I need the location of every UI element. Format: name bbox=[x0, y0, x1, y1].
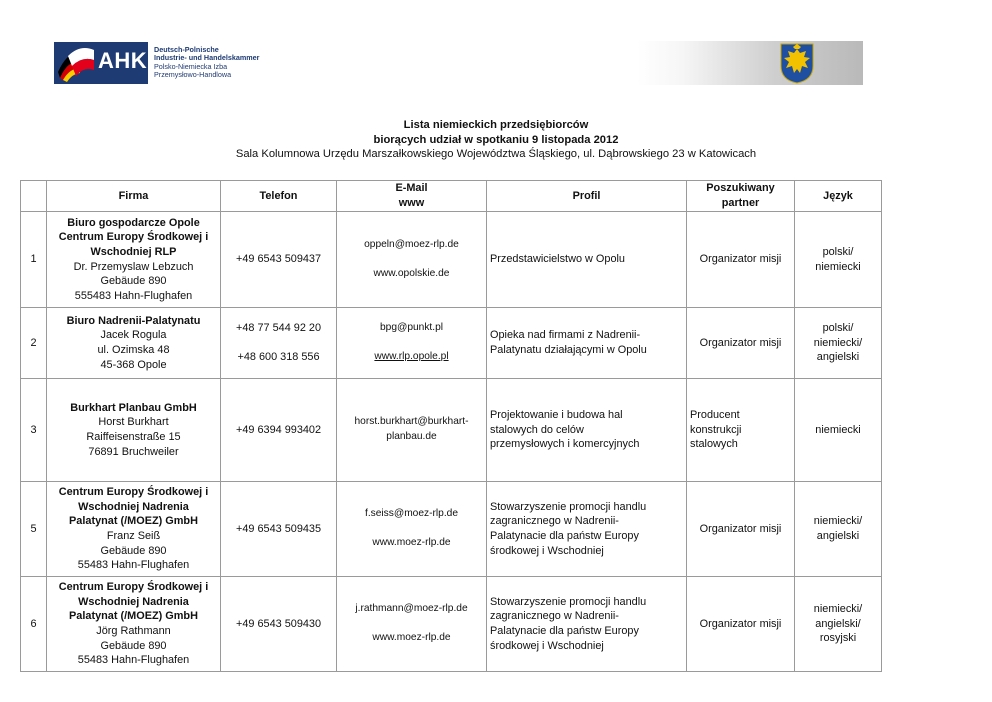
firma-cell bbox=[47, 577, 221, 672]
table-row bbox=[21, 212, 882, 308]
firma-name: Wschodniej Nadrenia bbox=[78, 500, 189, 513]
firma-name: Wschodniej Nadrenia bbox=[78, 595, 189, 608]
language-text: polski/ bbox=[822, 322, 854, 335]
partner-cell bbox=[687, 379, 795, 482]
ahk-line-3: Polsko-Niemiecka Izba bbox=[154, 61, 228, 71]
row-number: 1 bbox=[21, 212, 47, 308]
silesia-logo bbox=[637, 41, 863, 85]
ahk-line-2: Industrie- und Handelskammer bbox=[154, 53, 260, 63]
table-row bbox=[21, 577, 882, 672]
firma-address: 555483 Hahn-Flughafen bbox=[74, 289, 193, 302]
phone-number: +49 6543 509435 bbox=[235, 522, 322, 535]
firma-name: Centrum Europy Środkowej i bbox=[58, 581, 209, 594]
profile-text: stalowych do celów bbox=[490, 423, 584, 436]
phone-cell bbox=[221, 577, 337, 672]
language-text: niemiecki/ bbox=[813, 336, 863, 349]
language-cell bbox=[795, 577, 882, 672]
firma-cell bbox=[47, 308, 221, 379]
language-text: niemiecki/ bbox=[813, 515, 863, 528]
phone-number: +48 77 544 92 20 bbox=[235, 322, 322, 335]
firma-address: 76891 Bruchweiler bbox=[88, 445, 179, 458]
profile-text: Stowarzyszenie promocji handlu bbox=[490, 595, 647, 608]
phone-number: +49 6543 509430 bbox=[235, 617, 322, 630]
header-telefon: Telefon bbox=[221, 181, 337, 212]
profile-text: Palatynacie dla państw Europy bbox=[490, 530, 639, 542]
firma-name: Centrum Europy Środkowej i bbox=[58, 486, 209, 499]
ahk-line-1: Deutsch-Polnische bbox=[154, 45, 219, 54]
header-partner-2: partner bbox=[721, 197, 760, 209]
table-header-row bbox=[21, 181, 882, 212]
partner-text: Organizator misji bbox=[699, 336, 782, 349]
firma-contact: Franz Seiß bbox=[106, 530, 161, 542]
ahk-logo-text bbox=[154, 46, 259, 79]
ahk-logo-badge bbox=[54, 42, 148, 84]
email-address-cont[interactable]: planbau.de bbox=[386, 431, 437, 442]
profile-cell bbox=[487, 577, 687, 672]
partner-text: Organizator misji bbox=[699, 253, 782, 266]
firma-address: Gebäude 890 bbox=[100, 275, 167, 288]
partner-text: Producent bbox=[690, 409, 740, 422]
title-line-3: Sala Kolumnowa Urzędu Marszałkowskiego Województwa Śląskiego, ul. Dąbrowskiego 23 w Katowicach bbox=[235, 148, 757, 161]
header-email-www bbox=[337, 181, 487, 212]
header-jezyk: Język bbox=[795, 181, 882, 212]
website-link[interactable]: www.opolskie.de bbox=[373, 267, 450, 279]
email-cell bbox=[337, 482, 487, 577]
website-link[interactable]: www.moez-rlp.de bbox=[372, 632, 451, 643]
email-address[interactable]: bpg@punkt.pl bbox=[379, 322, 444, 334]
firma-contact: Horst Burkhart bbox=[98, 416, 169, 429]
language-text: niemiecki/ bbox=[813, 603, 863, 616]
firma-contact: Jacek Rogula bbox=[100, 329, 167, 342]
firma-address: ul. Ozimska 48 bbox=[97, 344, 170, 356]
language-text: angielski/ bbox=[815, 617, 861, 630]
profile-text: środkowej i Wschodniej bbox=[490, 544, 604, 557]
profile-text: zagranicznego w Nadrenii- bbox=[490, 515, 619, 528]
email-cell bbox=[337, 308, 487, 379]
profile-text: Opieka nad firmami z Nadrenii- bbox=[490, 329, 641, 342]
email-address[interactable]: oppeln@moez-rlp.de bbox=[364, 238, 459, 250]
table-row bbox=[21, 308, 882, 379]
de-pl-flag-icon bbox=[54, 42, 96, 84]
firma-cell bbox=[47, 379, 221, 482]
profile-cell bbox=[487, 212, 687, 308]
firma-contact: Dr. Przemyslaw Lebzuch bbox=[73, 260, 194, 273]
language-cell bbox=[795, 308, 882, 379]
firma-name: Biuro gospodarcze Opole bbox=[67, 216, 200, 229]
phone-number: +48 600 318 556 bbox=[237, 351, 320, 363]
firma-address: Gebäude 890 bbox=[100, 639, 167, 652]
partner-cell bbox=[687, 482, 795, 577]
table-row bbox=[21, 482, 882, 577]
header-profil: Profil bbox=[487, 181, 687, 212]
firma-address: Raiffeisenstraße 15 bbox=[86, 431, 181, 443]
title-line-1: Lista niemieckich przedsiębiorców bbox=[403, 119, 589, 131]
profile-cell bbox=[487, 308, 687, 379]
profile-cell bbox=[487, 482, 687, 577]
participants-table bbox=[20, 180, 882, 672]
profile-text: zagranicznego w Nadrenii- bbox=[490, 610, 619, 623]
firma-contact: Jörg Rathmann bbox=[96, 625, 171, 637]
firma-name: Palatynat (/MOEZ) GmbH bbox=[69, 515, 198, 528]
profile-text: Stowarzyszenie promocji handlu bbox=[490, 500, 647, 513]
language-text: polski/ bbox=[822, 245, 854, 258]
firma-address: Gebäude 890 bbox=[100, 544, 167, 557]
partner-cell bbox=[687, 212, 795, 308]
header-email: E-Mail bbox=[395, 182, 428, 195]
phone-cell bbox=[221, 482, 337, 577]
partner-text: Organizator misji bbox=[699, 522, 782, 535]
firma-name: Burkhart Planbau GmbH bbox=[70, 401, 197, 414]
email-cell bbox=[337, 212, 487, 308]
firma-name: Wschodniej RLP bbox=[90, 245, 177, 258]
email-address[interactable]: horst.burkhart@burkhart- bbox=[354, 416, 469, 428]
phone-number: +49 6543 509437 bbox=[235, 253, 322, 266]
website-link[interactable]: www.moez-rlp.de bbox=[372, 537, 451, 548]
language-text: niemiecki bbox=[815, 423, 861, 436]
phone-cell bbox=[221, 308, 337, 379]
language-cell bbox=[795, 482, 882, 577]
partner-text: stalowych bbox=[690, 438, 738, 451]
email-address[interactable]: f.seiss@moez-rlp.de bbox=[364, 508, 458, 520]
language-text: niemiecki bbox=[815, 260, 861, 273]
table-row bbox=[21, 379, 882, 482]
row-number: 6 bbox=[21, 577, 47, 672]
ahk-brand-text: AHK bbox=[98, 48, 148, 73]
title-line-2: biorących udział w spotkaniu 9 listopada 2012 bbox=[373, 133, 619, 146]
firma-address: 55483 Hahn-Flughafen bbox=[77, 654, 190, 667]
header-partner bbox=[687, 181, 795, 212]
firma-address: 45-368 Opole bbox=[100, 358, 167, 371]
partner-cell bbox=[687, 308, 795, 379]
header-partner-1: Poszukiwany bbox=[706, 182, 775, 195]
ahk-logo bbox=[54, 42, 284, 86]
partner-text: Organizator misji bbox=[699, 617, 782, 630]
language-text: angielski bbox=[816, 530, 860, 542]
email-address[interactable]: j.rathmann@moez-rlp.de bbox=[355, 603, 468, 615]
email-cell bbox=[337, 577, 487, 672]
website-link[interactable]: www.rlp.opole.pl bbox=[374, 351, 449, 362]
row-number: 3 bbox=[21, 379, 47, 482]
profile-text: Przedstawicielstwo w Opolu bbox=[490, 253, 625, 266]
profile-cell bbox=[487, 379, 687, 482]
document-title bbox=[0, 118, 992, 162]
profile-text: Projektowanie i budowa hal bbox=[490, 409, 623, 422]
row-number: 2 bbox=[21, 308, 47, 379]
phone-cell bbox=[221, 379, 337, 482]
silesia-eagle-icon bbox=[779, 42, 815, 84]
firma-name: Centrum Europy Środkowej i bbox=[58, 231, 209, 244]
firma-name: Palatynat (/MOEZ) GmbH bbox=[69, 610, 198, 623]
header-num bbox=[21, 181, 47, 212]
partner-cell bbox=[687, 577, 795, 672]
firma-cell bbox=[47, 482, 221, 577]
profile-text: Palatynacie dla państw Europy bbox=[490, 625, 639, 637]
language-text: rosyjski bbox=[819, 632, 857, 645]
ahk-line-4: Przemysłowo-Handlowa bbox=[154, 69, 232, 79]
header-www: www bbox=[398, 197, 425, 209]
email-cell bbox=[337, 379, 487, 482]
phone-number: +49 6394 993402 bbox=[235, 423, 322, 436]
row-number: 5 bbox=[21, 482, 47, 577]
language-cell bbox=[795, 212, 882, 308]
firma-address: 55483 Hahn-Flughafen bbox=[77, 559, 190, 572]
header-firma: Firma bbox=[47, 181, 221, 212]
partner-text: konstrukcji bbox=[690, 423, 742, 436]
profile-text: środkowej i Wschodniej bbox=[490, 639, 604, 652]
profile-text: przemysłowych i komercyjnych bbox=[490, 438, 640, 451]
firma-cell bbox=[47, 212, 221, 308]
language-text: angielski bbox=[816, 351, 860, 364]
profile-text: Palatynatu działającymi w Opolu bbox=[490, 344, 647, 356]
phone-cell bbox=[221, 212, 337, 308]
firma-name: Biuro Nadrenii-Palatynatu bbox=[66, 314, 201, 327]
language-cell bbox=[795, 379, 882, 482]
